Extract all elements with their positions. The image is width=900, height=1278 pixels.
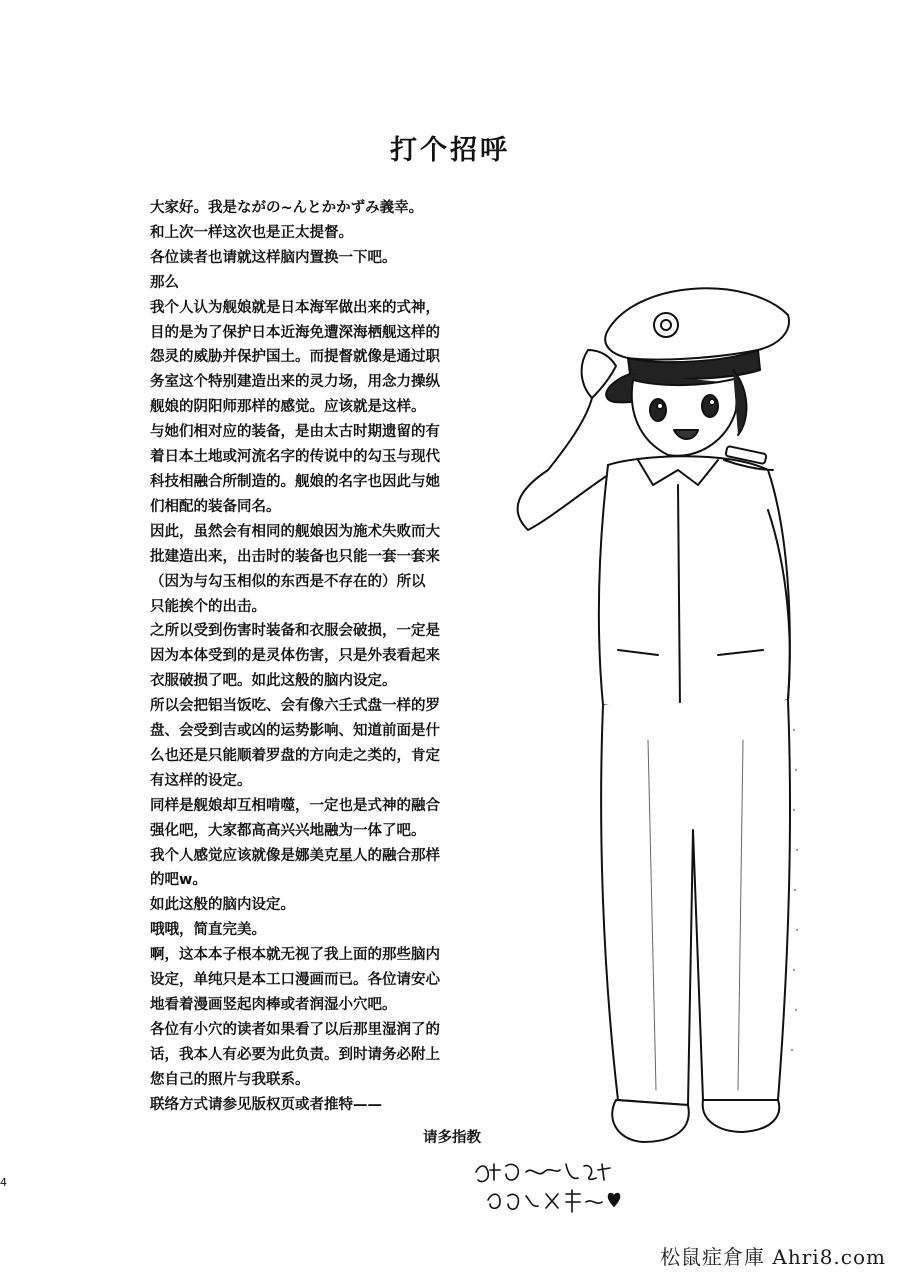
body-line: 我个人认为舰娘就是日本海军做出来的式神， [150, 299, 440, 316]
body-line: 与她们相对应的装备，是由太古时期遗留的有 [150, 424, 440, 441]
body-line: 只能挨个的出击。 [150, 598, 266, 615]
jacket [599, 456, 790, 710]
body-line: 因此，虽然会有相同的舰娘因为施术失败而大 [150, 523, 440, 540]
body-line: （因为与勾玉相似的东西是不存在的）所以 [150, 573, 426, 590]
body-line: 您自己的照片与我联系。 [150, 1071, 310, 1088]
body-line: 话，我本人有必要为此负责。到时请务必附上 [150, 1046, 440, 1063]
watermark: 松鼠症倉庫 Ahri8.com [660, 1245, 886, 1269]
shadow-dots [791, 729, 798, 1051]
body-line: 哦哦，简直完美。 [150, 922, 266, 939]
body-line: 着日本土地或河流名字的传说中的勾玉与现代 [150, 449, 440, 466]
body-line: 所以会把铝当饭吃、会有像六壬式盘一样的罗 [150, 698, 440, 715]
body-line: 衣服破损了吧。如此这般的脑内设定。 [150, 673, 397, 690]
left-shoe [612, 1100, 689, 1142]
body-line: 地看着漫画竖起肉棒或者润湿小穴吧。 [150, 997, 397, 1013]
cap-badge [654, 313, 678, 337]
right-eye [702, 395, 718, 417]
body-line: 批建造出来，出击时的装备也只能一套一套来 [150, 548, 440, 565]
body-line: 因为本体受到的是灵体伤害，只是外表看起来 [150, 648, 440, 665]
handwritten-signature [468, 1150, 638, 1220]
body-line: 强化吧，大家都高高兴兴地融为一体了吧。 [150, 822, 426, 839]
right-shoe [703, 1100, 780, 1132]
body-line: 盘、会受到吉或凶的运势影响、知道前面是什 [150, 723, 440, 740]
raised-arm [518, 470, 608, 530]
body-line: 和上次一样这次也是正太提督。 [150, 224, 353, 241]
body-line: 啊，这本本子根本就无视了我上面的那些脑内 [150, 947, 440, 964]
body-line: 有这样的设定。 [150, 772, 252, 789]
body-line: 目的是为了保护日本近海免遭深海栖舰这样的 [150, 324, 440, 341]
body-text [150, 196, 480, 1118]
face [632, 378, 738, 456]
left-eye [650, 399, 666, 421]
body-line: 大家好。我是ながの~んとかかずみ義幸。 [150, 200, 424, 216]
trousers [601, 700, 790, 1105]
body-line: 各位有小穴的读者如果看了以后那里湿润了的 [150, 1021, 440, 1038]
body-line: 科技相融合所制造的。舰娘的名字也因此与她 [150, 473, 440, 490]
body-line: 联络方式请参见版权页或者推特—— [150, 1096, 382, 1113]
page-title: 打个招呼 [390, 135, 510, 166]
body-line: 同样是舰娘却互相啃噬，一定也是式神的融合 [150, 797, 440, 814]
character-illustration [488, 270, 800, 1160]
body-line: 么也还是只能顺着罗盘的方向走之类的，肯定 [150, 747, 440, 764]
body-line: 我个人感觉应该就像是娜美克星人的融合那样 [150, 847, 440, 864]
body-line: 务室这个特别建造出来的灵力场，用念力操纵 [150, 374, 440, 391]
body-line: 们相配的装备同名。 [150, 498, 281, 515]
body-line: 的吧w。 [150, 872, 207, 889]
page-number: 4 [0, 1176, 7, 1189]
closing-text: 请多指教 [423, 1130, 481, 1146]
cap-top [605, 288, 789, 359]
body-line: 舰娘的阴阳师那样的感觉。应该就是这样。 [150, 399, 426, 416]
body-line: 各位读者也请就这样脑内置换一下吧。 [150, 249, 397, 266]
body-line: 之所以受到伤害时装备和衣服会破损，一定是 [150, 623, 440, 640]
body-line: 怨灵的威胁并保护国土。而提督就像是通过职 [150, 349, 440, 366]
body-line: 那么 [150, 274, 179, 291]
body-line: 设定，单纯只是本工口漫画而已。各位请安心 [150, 972, 440, 989]
body-line: 如此这般的脑内设定。 [150, 897, 295, 914]
